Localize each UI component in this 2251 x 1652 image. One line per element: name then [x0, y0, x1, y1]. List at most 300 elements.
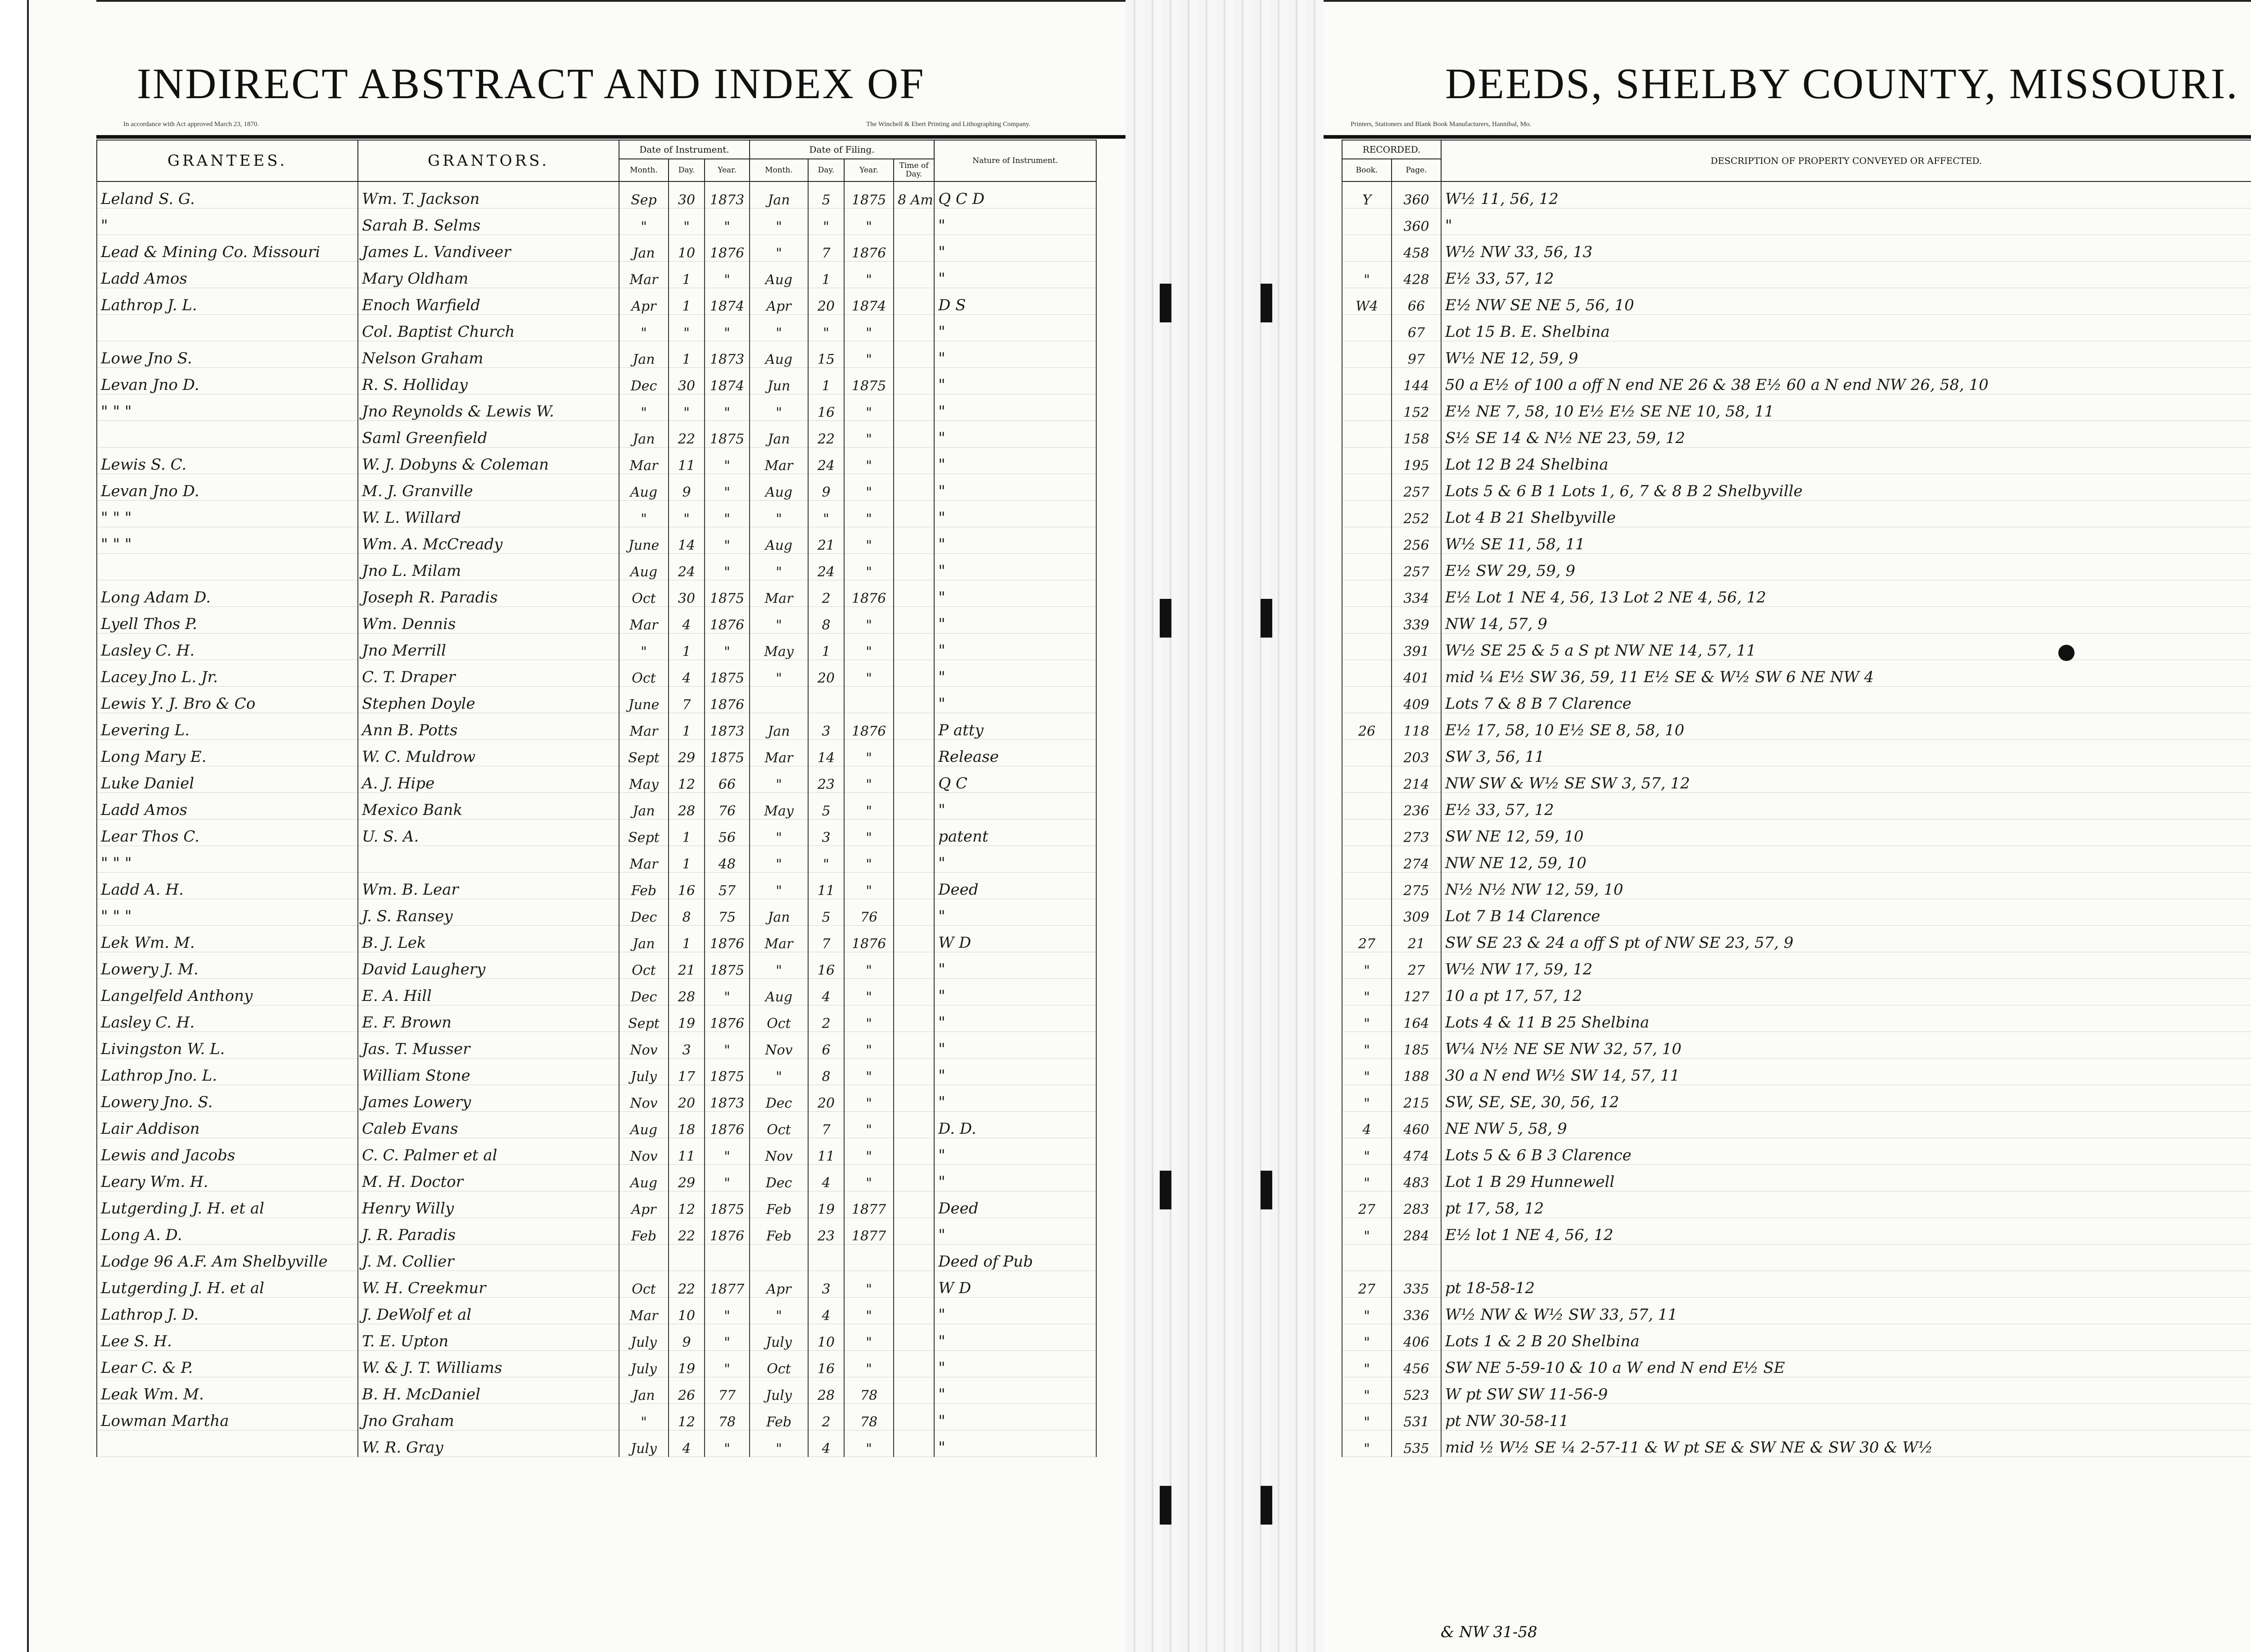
cell-file-year: " [844, 1298, 894, 1324]
cell-inst-year: 48 [705, 846, 750, 873]
cell-nature: " [934, 1005, 1096, 1032]
cell-inst-day: 9 [669, 1324, 705, 1351]
table-row [1342, 394, 2251, 421]
cell-time [894, 1404, 934, 1430]
cell-inst-day: 12 [669, 1191, 705, 1218]
cell-grantor: Jas. T. Musser [358, 1032, 619, 1059]
cell-grantee: Levan Jno D. [97, 474, 358, 501]
cell-nature: " [934, 262, 1096, 288]
cell-file-year: " [844, 979, 894, 1005]
cell-inst-year: " [705, 1351, 750, 1377]
cell-nature: D. D. [934, 1112, 1096, 1138]
cell-file-month: " [750, 315, 808, 341]
cell-grantee [97, 315, 358, 341]
cell-description: NW SW & W½ SE SW 3, 57, 12 [1441, 766, 2251, 793]
cell-file-year: " [844, 952, 894, 979]
cell-page: 67 [1392, 315, 1441, 341]
cell-file-day: 1 [808, 368, 844, 394]
cell-time [894, 1085, 934, 1112]
cell-file-year [844, 687, 894, 713]
cell-description: NW NE 12, 59, 10 [1441, 846, 2251, 873]
cell-grantee: Lasley C. H. [97, 1005, 358, 1032]
table-row [97, 926, 1096, 952]
table-row [97, 1005, 1096, 1032]
cell-inst-year: " [705, 394, 750, 421]
cell-nature: " [934, 474, 1096, 501]
table-row [97, 1430, 1096, 1457]
cell-inst-day: 10 [669, 235, 705, 262]
binding-mark [1160, 1171, 1171, 1209]
table-row [97, 1404, 1096, 1430]
table-row [97, 181, 1096, 208]
cell-file-day: 1 [808, 634, 844, 660]
cell-inst-year: " [705, 448, 750, 474]
cell-book: " [1342, 1032, 1392, 1059]
cell-page: 27 [1392, 952, 1441, 979]
cell-file-month: Mar [750, 740, 808, 766]
cell-page: 127 [1392, 979, 1441, 1005]
table-row [1342, 527, 2251, 554]
cell-book [1342, 394, 1392, 421]
cell-file-month: Oct [750, 1112, 808, 1138]
cell-book [1342, 501, 1392, 527]
cell-book: " [1342, 1059, 1392, 1085]
cell-file-month: " [750, 1059, 808, 1085]
cell-inst-day: 19 [669, 1005, 705, 1032]
cell-inst-day: 30 [669, 368, 705, 394]
binding-mark [1160, 599, 1171, 638]
table-row [1342, 554, 2251, 580]
cell-grantor: B. J. Lek [358, 926, 619, 952]
cell-file-day: 5 [808, 181, 844, 208]
cell-inst-year: 1873 [705, 1085, 750, 1112]
table-row [97, 1032, 1096, 1059]
table-row [1342, 1271, 2251, 1298]
cell-inst-month: June [619, 687, 669, 713]
cell-description: E½ SW 29, 59, 9 [1441, 554, 2251, 580]
cell-grantee: Lasley C. H. [97, 634, 358, 660]
cell-grantee: Lutgerding J. H. et al [97, 1271, 358, 1298]
cell-time [894, 1191, 934, 1218]
cell-book [1342, 634, 1392, 660]
cell-time [894, 873, 934, 899]
cell-inst-month: Jan [619, 421, 669, 448]
cell-inst-year: 1876 [705, 1112, 750, 1138]
cell-file-year: " [844, 846, 894, 873]
table-row [97, 873, 1096, 899]
cell-file-day: 6 [808, 1032, 844, 1059]
cell-book [1342, 1245, 1392, 1271]
cell-book: " [1342, 952, 1392, 979]
cell-nature: Deed of Pub [934, 1245, 1096, 1271]
cell-inst-month: Mar [619, 262, 669, 288]
cell-grantor: Wm. B. Lear [358, 873, 619, 899]
table-row [1342, 580, 2251, 607]
cell-grantor: R. S. Holliday [358, 368, 619, 394]
cell-time [894, 474, 934, 501]
cell-inst-day: 11 [669, 448, 705, 474]
table-row [1342, 766, 2251, 793]
cell-page: 360 [1392, 181, 1441, 208]
cell-book [1342, 474, 1392, 501]
cell-page: 158 [1392, 421, 1441, 448]
table-row [1342, 1377, 2251, 1404]
cell-inst-month: " [619, 1404, 669, 1430]
binding-mark [1261, 1486, 1272, 1525]
cell-nature: " [934, 315, 1096, 341]
cell-file-year: " [844, 1112, 894, 1138]
cell-nature: " [934, 846, 1096, 873]
cell-nature: " [934, 979, 1096, 1005]
cell-inst-year [705, 1245, 750, 1271]
cell-inst-month: June [619, 527, 669, 554]
cell-file-month: Feb [750, 1218, 808, 1245]
cell-inst-day: 3 [669, 1032, 705, 1059]
cell-time [894, 1430, 934, 1457]
table-row [97, 687, 1096, 713]
cell-description: pt 17, 58, 12 [1441, 1191, 2251, 1218]
cell-page: 152 [1392, 394, 1441, 421]
cell-file-year: 76 [844, 899, 894, 926]
cell-page: 66 [1392, 288, 1441, 315]
cell-file-month: Apr [750, 1271, 808, 1298]
cell-file-month: July [750, 1324, 808, 1351]
cell-grantor: Enoch Warfield [358, 288, 619, 315]
cell-file-day: 20 [808, 288, 844, 315]
cell-grantor: W. H. Creekmur [358, 1271, 619, 1298]
page-title-right: DEEDS, SHELBY COUNTY, MISSOURI. [1445, 59, 2239, 108]
cell-grantee: Lewis Y. J. Bro & Co [97, 687, 358, 713]
cell-time [894, 979, 934, 1005]
table-row [1342, 262, 2251, 288]
cell-inst-day: 1 [669, 634, 705, 660]
cell-inst-month: Oct [619, 1271, 669, 1298]
cell-file-day: 5 [808, 899, 844, 926]
cell-file-year: " [844, 1271, 894, 1298]
table-row [97, 740, 1096, 766]
cell-nature: " [934, 1404, 1096, 1430]
table-row [97, 660, 1096, 687]
page-title-left: INDIRECT ABSTRACT AND INDEX OF [137, 59, 925, 108]
cell-time [894, 1218, 934, 1245]
cell-description: W pt SW SW 11-56-9 [1441, 1377, 2251, 1404]
cell-book [1342, 793, 1392, 819]
cell-file-day: 9 [808, 474, 844, 501]
table-row [1342, 1191, 2251, 1218]
cell-file-month: Mar [750, 580, 808, 607]
cell-inst-year: 1875 [705, 952, 750, 979]
cell-nature: " [934, 235, 1096, 262]
table-row [1342, 448, 2251, 474]
cell-file-month: " [750, 660, 808, 687]
cell-description: E½ 33, 57, 12 [1441, 793, 2251, 819]
cell-description: SW, SE, SE, 30, 56, 12 [1441, 1085, 2251, 1112]
cell-file-day: 14 [808, 740, 844, 766]
cell-grantee: Langelfeld Anthony [97, 979, 358, 1005]
cell-nature: " [934, 1324, 1096, 1351]
cell-file-year: " [844, 262, 894, 288]
cell-nature: " [934, 1218, 1096, 1245]
cell-book [1342, 687, 1392, 713]
table-row [1342, 1032, 2251, 1059]
cell-time [894, 660, 934, 687]
cell-nature: " [934, 952, 1096, 979]
cell-time [894, 740, 934, 766]
cell-file-year: " [844, 1165, 894, 1191]
cell-file-day: 10 [808, 1324, 844, 1351]
cell-description: NW 14, 57, 9 [1441, 607, 2251, 634]
cell-file-year: " [844, 660, 894, 687]
cell-file-year: 1877 [844, 1191, 894, 1218]
cell-book [1342, 819, 1392, 846]
cell-file-month: Oct [750, 1351, 808, 1377]
cell-inst-day: 12 [669, 766, 705, 793]
cell-file-day: 3 [808, 1271, 844, 1298]
cell-inst-year: " [705, 208, 750, 235]
cell-page: 274 [1392, 846, 1441, 873]
cell-nature: " [934, 554, 1096, 580]
cell-page: 334 [1392, 580, 1441, 607]
property-description-table [1342, 140, 2251, 1457]
cell-grantor: Wm. A. McCready [358, 527, 619, 554]
cell-inst-year: 56 [705, 819, 750, 846]
cell-page: 409 [1392, 687, 1441, 713]
cell-book: W4 [1342, 288, 1392, 315]
cell-grantee: Ladd Amos [97, 262, 358, 288]
table-row [97, 1377, 1096, 1404]
cell-grantor: W. & J. T. Williams [358, 1351, 619, 1377]
col-file-year: Year. [844, 159, 894, 181]
cell-inst-month: Apr [619, 1191, 669, 1218]
cell-file-day: 4 [808, 1430, 844, 1457]
cell-page: 535 [1392, 1430, 1441, 1457]
cell-time [894, 846, 934, 873]
cell-file-month: Jun [750, 368, 808, 394]
cell-inst-year: 1876 [705, 1218, 750, 1245]
table-row [97, 1085, 1096, 1112]
cell-time [894, 1351, 934, 1377]
cell-description: Lots 1 & 2 B 20 Shelbina [1441, 1324, 2251, 1351]
table-row [97, 501, 1096, 527]
cell-inst-day: 12 [669, 1404, 705, 1430]
cell-grantee: Lutgerding J. H. et al [97, 1191, 358, 1218]
table-row [1342, 873, 2251, 899]
cell-inst-year: 1874 [705, 288, 750, 315]
cell-file-month [750, 687, 808, 713]
cell-description: Lot 15 B. E. Shelbina [1441, 315, 2251, 341]
cell-file-day: 22 [808, 421, 844, 448]
cell-nature: " [934, 660, 1096, 687]
cell-grantor: Ann B. Potts [358, 713, 619, 740]
cell-inst-month: Mar [619, 1298, 669, 1324]
cell-book [1342, 448, 1392, 474]
cell-description: N½ N½ NW 12, 59, 10 [1441, 873, 2251, 899]
cell-file-year: " [844, 501, 894, 527]
cell-description: E½ NE 7, 58, 10 E½ E½ SE NE 10, 58, 11 [1441, 394, 2251, 421]
cell-grantor: J. DeWolf et al [358, 1298, 619, 1324]
cell-grantee: " " " [97, 394, 358, 421]
cell-inst-day: 24 [669, 554, 705, 580]
cell-description: W½ SE 25 & 5 a S pt NW NE 14, 57, 11 [1441, 634, 2251, 660]
cell-page: 336 [1392, 1298, 1441, 1324]
cell-nature: D S [934, 288, 1096, 315]
cell-inst-year: 1877 [705, 1271, 750, 1298]
cell-page: 215 [1392, 1085, 1441, 1112]
cell-inst-day: 8 [669, 899, 705, 926]
cell-inst-year: 1873 [705, 181, 750, 208]
cell-grantee: Lear Thos C. [97, 819, 358, 846]
cell-description: W½ NE 12, 59, 9 [1441, 341, 2251, 368]
cell-page: 428 [1392, 262, 1441, 288]
cell-file-year: 1875 [844, 181, 894, 208]
cell-file-month: " [750, 1430, 808, 1457]
cell-inst-day: 29 [669, 740, 705, 766]
cell-grantor: Jno Merrill [358, 634, 619, 660]
cell-nature: " [934, 208, 1096, 235]
cell-page: 257 [1392, 554, 1441, 580]
cell-grantee [97, 1430, 358, 1457]
cell-grantee [97, 554, 358, 580]
cell-book: " [1342, 1377, 1392, 1404]
cell-description: Lot 12 B 24 Shelbina [1441, 448, 2251, 474]
cell-file-day: 11 [808, 1138, 844, 1165]
table-row [97, 527, 1096, 554]
cell-description: Lots 4 & 11 B 25 Shelbina [1441, 1005, 2251, 1032]
cell-file-month: Feb [750, 1404, 808, 1430]
cell-grantee: Lek Wm. M. [97, 926, 358, 952]
table-row [1342, 501, 2251, 527]
cell-inst-year: " [705, 1138, 750, 1165]
cell-time [894, 262, 934, 288]
cell-file-month: Jan [750, 421, 808, 448]
cell-file-day: 16 [808, 394, 844, 421]
cell-grantor: W. J. Dobyns & Coleman [358, 448, 619, 474]
cell-time [894, 448, 934, 474]
table-row [1342, 288, 2251, 315]
table-row [1342, 315, 2251, 341]
table-row [97, 1165, 1096, 1191]
cell-description: Lots 5 & 6 B 1 Lots 1, 6, 7 & 8 B 2 Shelbyville [1441, 474, 2251, 501]
cell-inst-day: 28 [669, 979, 705, 1005]
cell-book [1342, 899, 1392, 926]
cell-file-year: " [844, 1059, 894, 1085]
cell-inst-year: 57 [705, 873, 750, 899]
cell-grantee: Luke Daniel [97, 766, 358, 793]
cell-inst-day: 14 [669, 527, 705, 554]
cell-file-day: 7 [808, 1112, 844, 1138]
cell-file-day: 4 [808, 1165, 844, 1191]
cell-grantee: Lodge 96 A.F. Am Shelbyville [97, 1245, 358, 1271]
table-row [97, 1112, 1096, 1138]
cell-file-day [808, 687, 844, 713]
cell-file-day: 23 [808, 1218, 844, 1245]
cell-nature: " [934, 899, 1096, 926]
cell-page: 483 [1392, 1165, 1441, 1191]
cell-page: 185 [1392, 1032, 1441, 1059]
cell-file-day: 1 [808, 262, 844, 288]
table-row [97, 819, 1096, 846]
cell-file-month: Feb [750, 1191, 808, 1218]
table-row [1342, 208, 2251, 235]
cell-grantor: Joseph R. Paradis [358, 580, 619, 607]
cell-inst-year: 1875 [705, 1059, 750, 1085]
cell-book: " [1342, 1351, 1392, 1377]
cell-grantee: Lowe Jno S. [97, 341, 358, 368]
cell-file-day: 2 [808, 1404, 844, 1430]
cell-nature: " [934, 580, 1096, 607]
cell-file-day: 5 [808, 793, 844, 819]
cell-inst-year: 1876 [705, 607, 750, 634]
cell-inst-year: 1876 [705, 687, 750, 713]
book-gutter [1126, 0, 1324, 1652]
cell-inst-month: Mar [619, 607, 669, 634]
col-nature: Nature of Instrument. [934, 140, 1096, 181]
cell-inst-day: 29 [669, 1165, 705, 1191]
cell-inst-year: 75 [705, 899, 750, 926]
cell-file-day: 16 [808, 952, 844, 979]
cell-time [894, 1245, 934, 1271]
cell-inst-year: 1875 [705, 660, 750, 687]
cell-grantor: Saml Greenfield [358, 421, 619, 448]
cell-time [894, 819, 934, 846]
cell-page: 214 [1392, 766, 1441, 793]
cell-inst-day: 18 [669, 1112, 705, 1138]
cell-page: 406 [1392, 1324, 1441, 1351]
cell-nature: " [934, 1165, 1096, 1191]
cell-file-year: 1876 [844, 713, 894, 740]
cell-grantee: " " " [97, 846, 358, 873]
col-file-month: Month. [750, 159, 808, 181]
cell-file-day: 23 [808, 766, 844, 793]
cell-time [894, 368, 934, 394]
cell-file-day: " [808, 501, 844, 527]
table-row [97, 899, 1096, 926]
cell-inst-day: 1 [669, 846, 705, 873]
stationer-note: Printers, Stationers and Blank Book Manufacturers, Hannibal, Mo. [1351, 121, 1532, 128]
table-row [97, 766, 1096, 793]
table-row [97, 421, 1096, 448]
cell-time [894, 713, 934, 740]
cell-file-day: 4 [808, 1298, 844, 1324]
cell-file-year: 1876 [844, 926, 894, 952]
cell-file-year: " [844, 421, 894, 448]
cell-book: " [1342, 1138, 1392, 1165]
table-row [1342, 793, 2251, 819]
cell-nature: " [934, 607, 1096, 634]
table-row [97, 262, 1096, 288]
cell-grantor: C. T. Draper [358, 660, 619, 687]
table-row [1342, 1005, 2251, 1032]
cell-inst-month: Feb [619, 1218, 669, 1245]
cell-inst-month [619, 1245, 669, 1271]
cell-time [894, 554, 934, 580]
cell-file-year: 1877 [844, 1218, 894, 1245]
table-row [1342, 607, 2251, 634]
cell-nature: " [934, 1059, 1096, 1085]
cell-book [1342, 873, 1392, 899]
table-row [1342, 660, 2251, 687]
cell-file-day: 4 [808, 979, 844, 1005]
cell-description: 50 a E½ of 100 a off N end NE 26 & 38 E½ 60 a N end NW 26, 58, 10 [1441, 368, 2251, 394]
cell-inst-year: 1875 [705, 421, 750, 448]
cell-file-month: " [750, 952, 808, 979]
cell-inst-year: 1874 [705, 368, 750, 394]
cell-grantee: Lead & Mining Co. Missouri [97, 235, 358, 262]
cell-file-day: 8 [808, 607, 844, 634]
cell-file-month: Jan [750, 713, 808, 740]
cell-book: " [1342, 1404, 1392, 1430]
col-date-filing: Date of Filing. [750, 140, 934, 159]
